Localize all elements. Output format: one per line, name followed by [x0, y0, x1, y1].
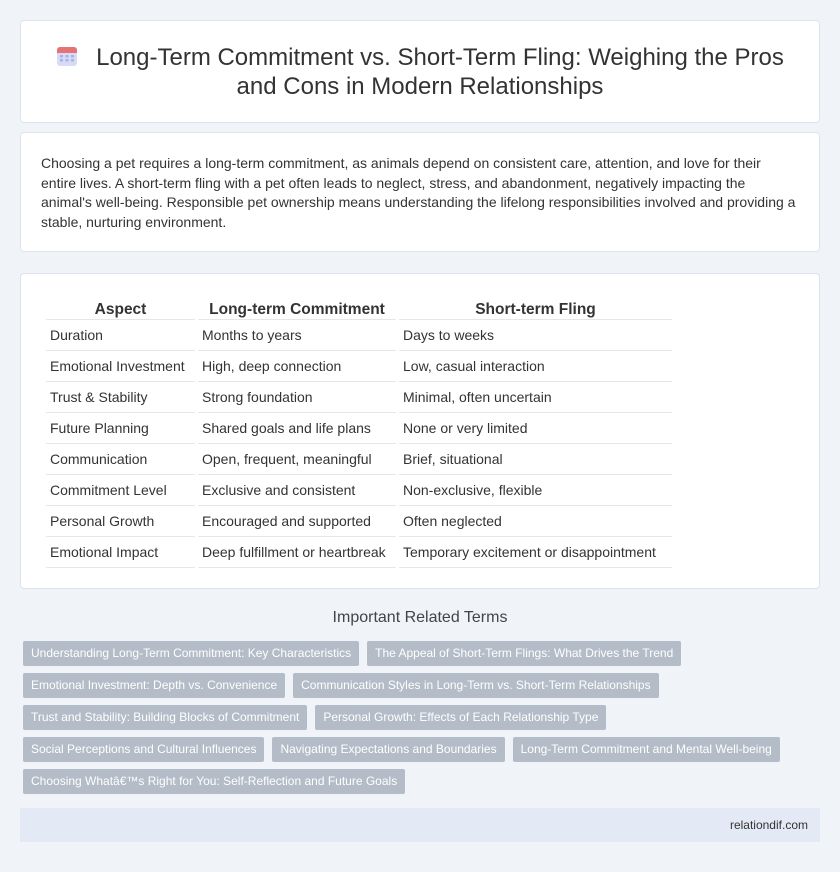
- cell-aspect: Commitment Level: [46, 475, 195, 506]
- table-row: [46, 382, 672, 413]
- title-card: [20, 20, 820, 123]
- table-header-row: [46, 296, 672, 320]
- related-tags: [23, 641, 803, 801]
- comparison-card: [20, 273, 820, 589]
- table-body: [46, 320, 672, 568]
- cell-short-term: Days to weeks: [399, 320, 672, 351]
- intro-card: [20, 132, 820, 252]
- cell-long-term: Encouraged and supported: [198, 506, 396, 537]
- table-row: [46, 506, 672, 537]
- cell-aspect: Emotional Investment: [46, 351, 195, 382]
- cell-aspect: Trust & Stability: [46, 382, 195, 413]
- related-tag[interactable]: Long-Term Commitment and Mental Well-being: [513, 737, 780, 762]
- related-tag[interactable]: Communication Styles in Long-Term vs. Short-Term Relationships: [293, 673, 658, 698]
- tag-row: [23, 737, 803, 769]
- tag-row: [23, 705, 803, 737]
- header-short-term: Short-term Fling: [399, 296, 672, 320]
- related-terms-title: Important Related Terms: [332, 609, 508, 626]
- related-tag[interactable]: Trust and Stability: Building Blocks of Commitment: [23, 705, 307, 730]
- cell-long-term: Months to years: [198, 320, 396, 351]
- cell-aspect: Communication: [46, 444, 195, 475]
- cell-long-term: Strong foundation: [198, 382, 396, 413]
- cell-short-term: Non-exclusive, flexible: [399, 475, 672, 506]
- header-aspect: Aspect: [46, 296, 195, 320]
- tag-row: [23, 641, 803, 673]
- related-tag[interactable]: Personal Growth: Effects of Each Relationship Type: [315, 705, 606, 730]
- cell-long-term: Open, frequent, meaningful: [198, 444, 396, 475]
- footer: [20, 808, 820, 842]
- page-title-text: Long-Term Commitment vs. Short-Term Fling: Weighing the Pros and Cons in Modern Relationships: [96, 44, 784, 100]
- tag-row: [23, 673, 803, 705]
- cell-short-term: None or very limited: [399, 413, 672, 444]
- table-row: [46, 537, 672, 568]
- cell-aspect: Duration: [46, 320, 195, 351]
- cell-long-term: Shared goals and life plans: [198, 413, 396, 444]
- related-tag[interactable]: Social Perceptions and Cultural Influences: [23, 737, 264, 762]
- comparison-table: [43, 296, 675, 568]
- related-tag[interactable]: Understanding Long-Term Commitment: Key Characteristics: [23, 641, 359, 666]
- tag-row: [23, 769, 803, 801]
- cell-short-term: Temporary excitement or disappointment: [399, 537, 672, 568]
- table-row: [46, 320, 672, 351]
- cell-short-term: Often neglected: [399, 506, 672, 537]
- related-tag[interactable]: The Appeal of Short-Term Flings: What Drives the Trend: [367, 641, 681, 666]
- related-tag[interactable]: Navigating Expectations and Boundaries: [272, 737, 504, 762]
- cell-short-term: Minimal, often uncertain: [399, 382, 672, 413]
- cell-aspect: Personal Growth: [46, 506, 195, 537]
- cell-aspect: Future Planning: [46, 413, 195, 444]
- header-long-term: Long-term Commitment: [198, 296, 396, 320]
- related-tag[interactable]: Choosing Whatâ€™s Right for You: Self-Reflection and Future Goals: [23, 769, 405, 794]
- page-title: [51, 43, 789, 101]
- cell-aspect: Emotional Impact: [46, 537, 195, 568]
- cell-short-term: Low, casual interaction: [399, 351, 672, 382]
- table-row: [46, 413, 672, 444]
- cell-long-term: High, deep connection: [198, 351, 396, 382]
- table-row: [46, 351, 672, 382]
- table-row: [46, 475, 672, 506]
- cell-long-term: Exclusive and consistent: [198, 475, 396, 506]
- cell-long-term: Deep fulfillment or heartbreak: [198, 537, 396, 568]
- table-row: [46, 444, 672, 475]
- calendar-icon: [56, 45, 78, 67]
- footer-site[interactable]: relationdif.com: [729, 818, 808, 832]
- cell-short-term: Brief, situational: [399, 444, 672, 475]
- related-tag[interactable]: Emotional Investment: Depth vs. Convenience: [23, 673, 285, 698]
- intro-paragraph: Choosing a pet requires a long-term commitment, as animals depend on consistent care, attention, and love for their entire lives. A short-term fling with a pet often leads to neglect, stress, and abandonment, negatively impacting the animal's well-being. Responsible pet ownership means understanding the lifelong responsibilities involved and providing a stable, nurturing environment.: [41, 155, 796, 230]
